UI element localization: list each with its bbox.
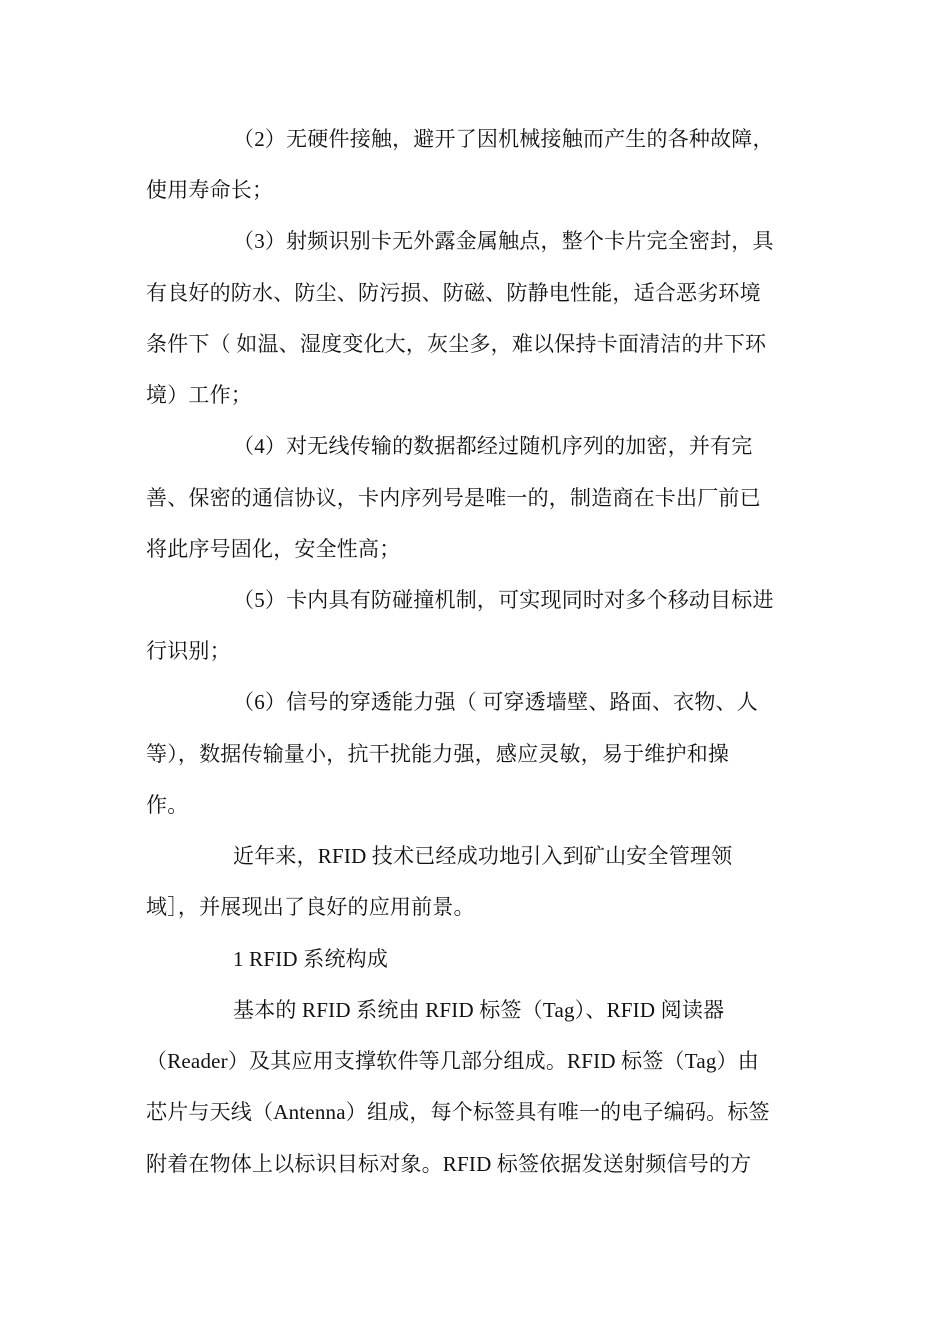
- text-line: 近年来，RFID 技术已经成功地引入到矿山安全管理领: [233, 844, 733, 868]
- text-line: 有良好的防水、防尘、防污损、防磁、防静电性能，适合恶劣环境: [146, 281, 761, 305]
- text-line: （Reader）及其应用支撑软件等几部分组成。RFID 标签（Tag）由: [146, 1049, 759, 1073]
- text-line: 善、保密的通信协议，卡内序列号是唯一的，制造商在卡出厂前已: [146, 486, 761, 510]
- text-line: 将此序号固化，安全性高；: [146, 537, 401, 561]
- text-line: 作。: [146, 793, 189, 817]
- text-line: 芯片与天线（Antenna）组成，每个标签具有唯一的电子编码。标签: [146, 1100, 770, 1124]
- text-line: 基本的 RFID 系统由 RFID 标签（Tag）、RFID 阅读器: [233, 998, 725, 1022]
- text-line: （2）无硬件接触，避开了因机械接触而产生的各种故障，: [233, 127, 774, 151]
- text-line: 使用寿命长；: [146, 178, 274, 202]
- text-line: （5）卡内具有防碰撞机制，可实现同时对多个移动目标进: [233, 588, 774, 612]
- text-line: （6）信号的穿透能力强（ 可穿透墙壁、路面、衣物、人: [233, 690, 758, 714]
- text-line: 条件下（ 如温、湿度变化大，灰尘多，难以保持卡面清洁的井下环: [146, 332, 767, 356]
- text-line: 境）工作；: [146, 383, 252, 407]
- text-line: 行识别；: [146, 639, 231, 663]
- text-line: 附着在物体上以标识目标对象。RFID 标签依据发送射频信号的方: [146, 1152, 752, 1176]
- text-line: 等），数据传输量小，抗干扰能力强，感应灵敏，易于维护和操: [146, 742, 730, 766]
- section-heading: 1 RFID 系统构成: [233, 947, 389, 971]
- text-line: （4）对无线传输的数据都经过随机序列的加密，并有完: [233, 434, 753, 458]
- text-line: 域］，并展现出了良好的应用前景。: [146, 895, 475, 919]
- text-line: （3）射频识别卡无外露金属触点，整个卡片完全密封，具: [233, 229, 774, 253]
